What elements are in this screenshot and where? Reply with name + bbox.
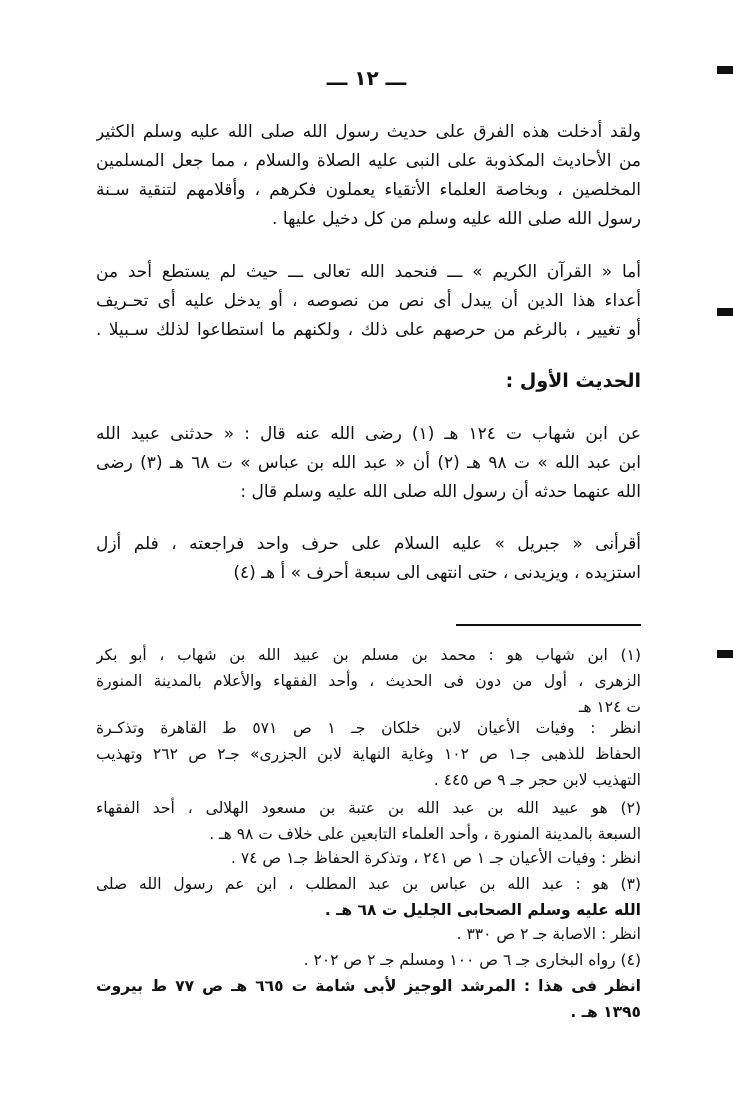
footnote-line: السبعة بالمدينة المنورة ، وأحد العلماء التابعين على خلاف ت ٩٨ هـ . bbox=[209, 825, 641, 843]
text-line: أما « القرآن الكريم » ـــ فنحمد الله تعالى ـــ حيث لم يستطع أحد من bbox=[96, 262, 641, 282]
text-line: أعداء هذا الدين أن يبدل أى نص من نصوصه ، أو يدخل عليه أى تحـريف bbox=[96, 291, 641, 311]
footnote-line: انظر : وفيات الأعيان جـ ١ ص ٢٤١ ، وتذكرة الحفاظ جـ١ ص ٧٤ . bbox=[230, 849, 641, 867]
text-line: من الأحاديث المكذوبة على النبى عليه الصلاة والسلام ، مما جعل المسلمين bbox=[96, 151, 641, 171]
footnote-line: انظر : الاصابة جـ ٢ ص ٣٣٠ . bbox=[456, 925, 641, 943]
footnote-line: (٣) هو : عبد الله بن عباس بن عبد المطلب ، ابن عم رسول الله صلى bbox=[96, 875, 641, 893]
footnote-line: التهذيب لابن حجر جـ ٩ ص ٤٤٥ . bbox=[433, 771, 641, 789]
footnote-4 bbox=[96, 947, 641, 973]
footnote-line: الحفاظ للذهبى جـ١ ص ١٠٢ وغاية النهاية لابن الجزرى» جـ٢ ص ٢٦٢ وتهذيب bbox=[96, 745, 641, 763]
footnote-line: ت ١٢٤ هـ bbox=[578, 698, 641, 716]
page-number: ـــ ١٢ ـــ bbox=[326, 66, 407, 90]
footnote-line: الزهرى ، أول من دون فى الحديث ، وأحد الفقهاء والأعلام بالمدينة المنورة bbox=[96, 672, 641, 690]
footnote-line: انظر : وفيات الأعيان لابن خلكان جـ ١ ص ٥٧١ ط القاهرة وتذكـرة bbox=[96, 719, 641, 737]
footnote-line: ١٣٩٥ هـ . bbox=[570, 1003, 641, 1021]
footnote-line: انظر فى هذا : المرشد الوجيز لأبى شامة ت ٦٦٥ هـ ص ٧٧ ط بيروت bbox=[96, 977, 641, 995]
text-line: ابن عبد الله » ت ٩٨ هـ (٢) أن « عبد الله بن عباس » ت ٦٨ هـ (٣) رضى bbox=[96, 453, 641, 473]
footnote-line: (٢) هو عبيد الله بن عبد الله بن عتبة بن مسعود الهلالى ، أحد الفقهاء bbox=[96, 799, 641, 817]
scan-edge-mark bbox=[717, 308, 733, 316]
section-heading: الحديث الأول : bbox=[505, 370, 641, 392]
footnote-line: الله عليه وسلم الصحابى الجليل ت ٦٨ هـ . bbox=[324, 901, 641, 919]
text-line: الله عنهما حدثه أن رسول الله صلى الله عليه وسلم قال : bbox=[240, 482, 641, 502]
footnote-line: (٤) رواه البخارى جـ ٦ ص ١٠٠ ومسلم جـ ٢ ص ٢٠٢ . bbox=[303, 951, 641, 969]
text-line: أقرأنى « جبريل » عليه السلام على حرف واحد فراجعته ، فلم أزل bbox=[96, 534, 641, 554]
footnote-3-reference bbox=[96, 921, 641, 947]
footnote-separator bbox=[456, 624, 641, 626]
scan-edge-mark bbox=[717, 650, 733, 658]
paragraph-1 bbox=[96, 118, 641, 234]
text-line: عن ابن شهاب ت ١٢٤ هـ (١) رضى الله عنه قال : « حدثنى عبيد الله bbox=[96, 424, 641, 444]
footnote-4-reference bbox=[96, 973, 641, 1025]
paragraph-4 bbox=[96, 530, 641, 588]
text-line: المخلصين ، وبخاصة العلماء الأتقياء يعملون فكرهم ، وأقلامهم لتنقية سـنة bbox=[96, 180, 641, 200]
footnote-line: (١) ابن شهاب هو : محمد بن مسلم بن عبيد الله بن شهاب ، أبو بكر bbox=[96, 646, 641, 664]
footnote-2 bbox=[96, 795, 641, 847]
footnote-3 bbox=[96, 871, 641, 923]
text-line: استزيده ، ويزيدنى ، حتى انتهى الى سبعة أحرف » أ هـ (٤) bbox=[233, 563, 641, 583]
footnote-1-reference bbox=[96, 715, 641, 793]
paragraph-2 bbox=[96, 258, 641, 345]
text-line: رسول الله صلى الله عليه وسلم من كل دخيل عليها . bbox=[272, 209, 641, 229]
footnote-2-reference bbox=[96, 845, 641, 871]
footnote-1 bbox=[96, 642, 641, 720]
paragraph-3 bbox=[96, 420, 641, 507]
text-line: ولقد أدخلت هذه الفرق على حديث رسول الله صلى الله عليه وسلم الكثير bbox=[96, 122, 641, 142]
text-line: أو تغيير ، بالرغم من حرصهم على ذلك ، ولكنهم ما استطاعوا لذلك سـبيلا . bbox=[96, 320, 641, 340]
